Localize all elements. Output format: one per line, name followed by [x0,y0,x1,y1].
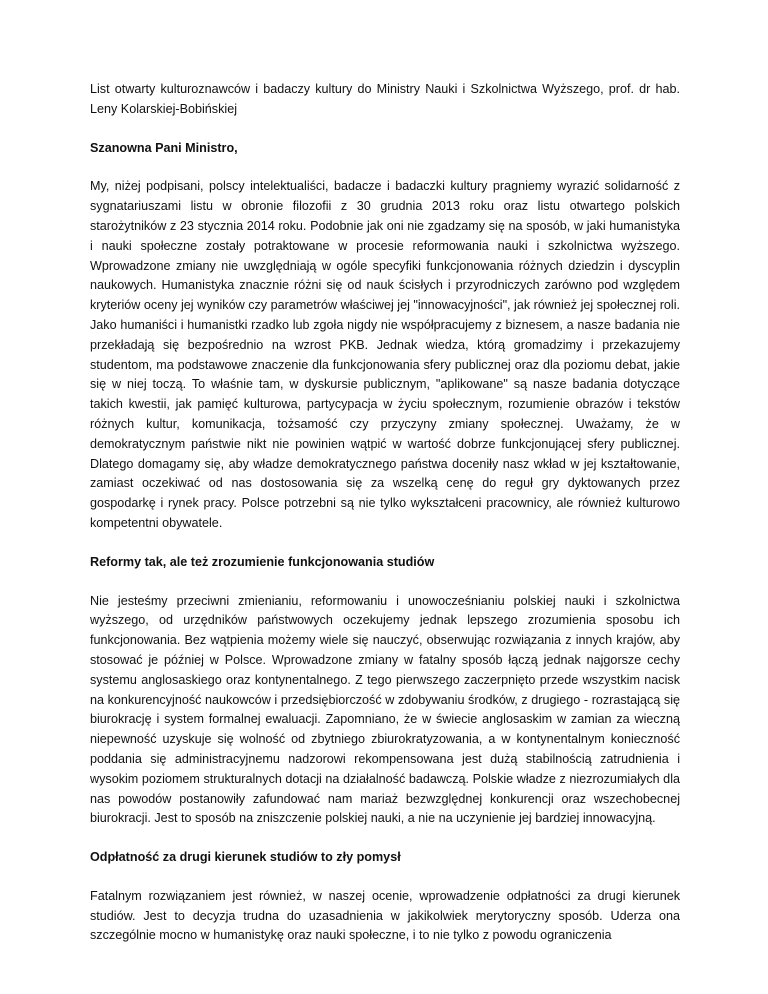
letter-page [90,80,680,965]
paragraph-2: Nie jesteśmy przeciwni zmienianiu, reformowaniu i unowocześnianiu polskiej nauki i szkolnictwa wyższego, od urzędników państwowych oczekujemy jednak lepszego zrozumienia sposobu ich funkcjonowania. Bez wątpienia możemy wiele się nauczyć, obserwując rozwiązania z innych krajów, aby stosować je później w Polsce. Wprowadzone zmiany w fatalny sposób łączą jednak najgorsze cechy systemu anglosaskiego oraz kontynentalnego. Z tego pierwszego zaczerpnięto przede wszystkim nacisk na konkurencyjność naukowców i przedsiębiorczość w zdobywaniu środków, z drugiego - rozrastającą się biurokrację i system formalnej ewaluacji. Zapomniano, że w świecie anglosaskim w zamian za wieczną niepewność uzyskuje się wolność od zbytniego zbiurokratyzowania, a w kontynentalnym konieczność poddania się administracyjnemu nadzorowi rekompensowana jest dużą stabilnością zatrudnienia i wysokim poziomem strukturalnych dotacji na działalność badawczą. Polskie władze z niezrozumiałych dla nas powodów postanowiły zafundować nam mariaż bezwzględnej konkurencji oraz wszechobecnej biurokracji. Jest to sposób na zniszczenie polskiej nauki, a nie na uczynienie jej bardziej innowacyjną. [90,593,680,826]
section-heading-reforms: Reformy tak, ale też zrozumienie funkcjonowania studiów [90,554,435,569]
letter-intro: List otwarty kulturoznawców i badaczy kultury do Ministry Nauki i Szkolnictwa Wyższego, prof. dr hab. Leny Kolarskiej-Bobińskiej [90,82,680,116]
paragraph-1: My, niżej podpisani, polscy intelektualiści, badacze i badaczki kultury pragniemy wyrazić solidarność z sygnatariuszami listu w obronie filozofii z 30 grudnia 2013 roku oraz listu otwartego polskich starożytników z 23 stycznia 2014 roku. Podobnie jak oni nie zgadzamy się na sposób, w jaki humanistyka i nauki społeczne zostały potraktowane w procesie reformowania nauki i szkolnictwa wyższego. Wprowadzone zmiany nie uwzględniają w ogóle specyfiki funkcjonowania różnych dziedzin i dyscyplin naukowych. Humanistyka znacznie różni się od nauk ścisłych i przyrodniczych zarówno pod względem kryteriów oceny jej wyników czy parametrów właściwej jej "innowacyjności", jak również jej społecznej roli. Jako humaniści i humanistki rzadko lub zgoła nigdy nie współpracujemy z biznesem, a nasze badania nie przekładają się bezpośrednio na wzrost PKB. Jednak wiedza, którą gromadzimy i przekazujemy studentom, ma podstawowe znaczenie dla funkcjonowania sfery publicznej oraz dla poziomu debat, jakie się w niej toczą. To właśnie tam, w dyskursie publicznym, "aplikowane" są nasze badania dotyczące takich kwestii, jak pamięć kulturowa, partycypacja w życiu społecznym, rozumienie obrazów i tekstów różnych kultur, komunikacja, tożsamość czy przyczyny zmiany społecznej. Uważamy, że w demokratycznym państwie nikt nie powinien wątpić w wartość dobrze funkcjonującej sfery publicznej. Dlatego domagamy się, aby władze demokratycznego państwa doceniły nasz wkład w jej kształtowanie, zamiast oczekiwać od nas dostosowania się za wszelką cenę do reguł gry dyktowanych przez gospodarkę i rynek pracy. Polsce potrzebni są nie tylko wykształceni pracownicy, ale również kulturowo kompetentni obywatele. [90,179,680,530]
paragraph-3: Fatalnym rozwiązaniem jest również, w naszej ocenie, wprowadzenie odpłatności za drugi kierunek studiów. Jest to decyzja trudna do uzasadnienia w jakikolwiek merytoryczny sposób. Uderza ona szczególnie mocno w humanistykę oraz nauki społeczne, i to nie tylko z powodu ograniczenia [90,888,680,943]
letter-greeting: Szanowna Pani Ministro, [90,140,238,155]
section-heading-fees: Odpłatność za drugi kierunek studiów to zły pomysł [90,850,401,865]
